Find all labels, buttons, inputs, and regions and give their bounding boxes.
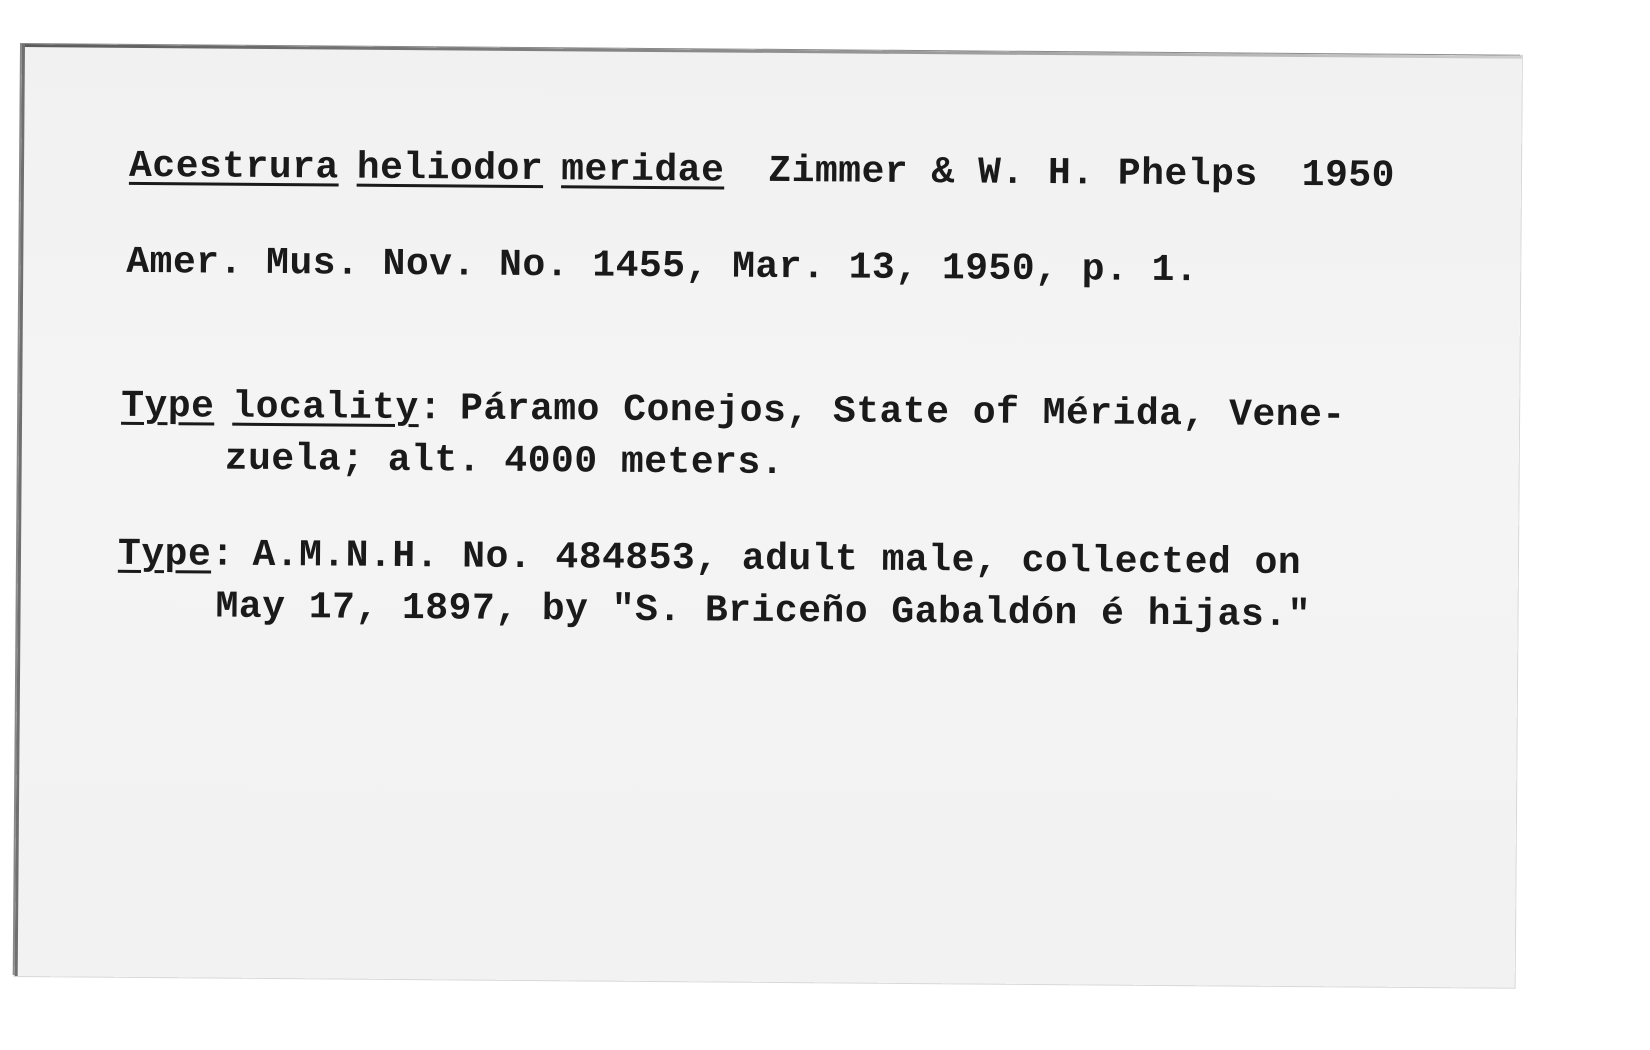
type-locality-separator: : (418, 387, 443, 431)
type-text-1: A.M.N.H. No. 484853, adult male, collected on (252, 533, 1302, 586)
species-name: heliodor (356, 146, 544, 192)
title-line (129, 145, 1395, 198)
type-locality-label-locality: locality (232, 385, 419, 431)
type-label: Type (117, 532, 212, 577)
type-locality-line-2: zuela; alt. 4000 meters. (224, 437, 785, 485)
authors: Zimmer & W. H. Phelps (768, 149, 1258, 197)
type-locality-line-1 (121, 385, 1346, 438)
type-locality-text-1: Páramo Conejos, State of Mérida, Vene- (459, 387, 1346, 438)
genus-name: Acestrura (128, 144, 339, 190)
year: 1950 (1301, 154, 1396, 198)
citation-line: Amer. Mus. Nov. No. 1455, Mar. 13, 1950, p. 1. (126, 240, 1199, 293)
index-card (15, 44, 1522, 988)
subspecies-name: meridae (561, 148, 725, 193)
type-line-2: May 17, 1897, by "S. Briceño Gabaldón é hijas." (215, 585, 1312, 638)
type-separator: : (211, 533, 235, 577)
type-locality-label-type: Type (120, 384, 215, 429)
type-line-1 (118, 533, 1302, 585)
